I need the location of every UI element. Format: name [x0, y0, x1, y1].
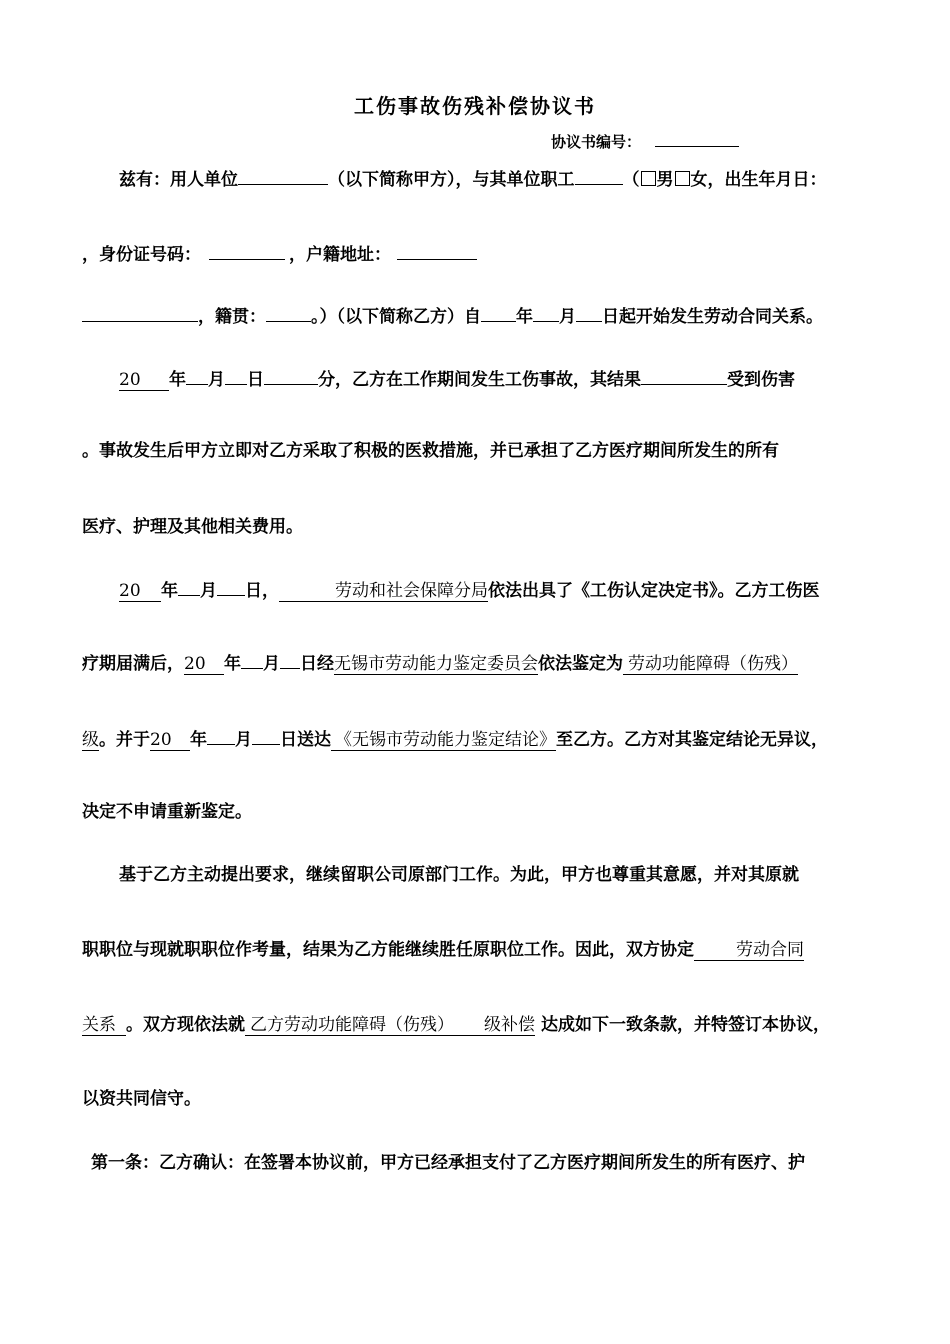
- intro-text: 兹有：用人单位: [119, 170, 238, 190]
- female-birth-label: 女，出生年月日：: [690, 170, 827, 190]
- delivery-month-label: 月: [235, 730, 252, 750]
- delivery-text: 至乙方。乙方对其鉴定结论无异议，: [556, 730, 828, 750]
- appraisal-year-label: 年: [224, 654, 241, 674]
- address-label: ，户籍地址：: [289, 245, 391, 265]
- employer-blank: [238, 166, 328, 185]
- male-checkbox: [641, 171, 656, 186]
- id-label: ，身份证号码：: [82, 245, 201, 265]
- delivery-intro: 。并于: [99, 730, 150, 750]
- injury-text: 受到伤害: [727, 370, 795, 390]
- accident-day-label: 日: [247, 370, 264, 390]
- compensation-intro: 。双方现依法就: [126, 1015, 245, 1035]
- appraisal-text: 依法鉴定为: [538, 654, 623, 674]
- delivery-day-label: 日送达: [280, 730, 331, 750]
- parties-line-1: [119, 166, 827, 192]
- parties-line-2: [82, 241, 477, 267]
- appraisal-year-20: 20: [184, 654, 224, 675]
- contract-month-label: 月: [559, 307, 576, 327]
- native-place-label: ，籍贯：: [198, 307, 266, 327]
- address-blank: [397, 241, 477, 260]
- accident-year-label: 年: [169, 370, 186, 390]
- delivery-year-label: 年: [190, 730, 207, 750]
- contract-day-blank: [576, 303, 602, 322]
- appraisal-conclusion-doc: 《无锡市劳动能力鉴定结论》: [331, 730, 556, 751]
- native-place-blank: [266, 303, 311, 322]
- employee-blank: [575, 166, 623, 185]
- disability-level: 级: [82, 730, 99, 750]
- accident-year-20: 20: [119, 370, 169, 391]
- appraisal-month-label: 月: [263, 654, 280, 674]
- recognition-text: 依法出具了《工伤认定决定书》。乙方工伤医: [488, 581, 820, 601]
- compensation-subject-b: 级补偿: [484, 1015, 535, 1035]
- retention-line-2: [82, 938, 804, 962]
- accident-month-blank: [186, 366, 208, 385]
- retention-line-4: 以资共同信守。: [82, 1089, 201, 1109]
- recognition-year-label: 年: [161, 581, 178, 601]
- recognition-year-20: 20: [119, 581, 161, 602]
- appraisal-day-label: 日经: [300, 654, 334, 674]
- contract-month-blank: [533, 303, 559, 322]
- appraisal-month-blank: [241, 650, 263, 669]
- retention-text: 职职位与现就职职位作考量，结果为乙方能继续胜任原职位工作。因此，双方协定: [82, 940, 694, 960]
- retention-line-3: [82, 1013, 830, 1037]
- contract-year-label: 年: [516, 307, 533, 327]
- recognition-day-label: 日，: [245, 581, 279, 601]
- contract-start-text: 日起开始发生劳动合同关系。: [602, 307, 823, 327]
- compensation-text: 达成如下一致条款，并特签订本协议，: [541, 1015, 830, 1035]
- accident-line-2: 。事故发生后甲方立即对乙方采取了积极的医救措施，并已承担了乙方医疗期间所发生的所有: [82, 441, 779, 461]
- recognition-line-1: [119, 577, 820, 603]
- agreement-number-label: 协议书编号：: [551, 133, 642, 151]
- contract-year-blank: [481, 303, 516, 322]
- appraisal-line-1: [82, 650, 798, 676]
- delivery-day-blank: [252, 726, 280, 745]
- party-b-desc: 。）（以下简称乙方）自: [311, 307, 481, 327]
- article-1: 第一条：乙方确认：在签署本协议前，甲方已经承担支付了乙方医疗期间所发生的所有医疗、护: [91, 1153, 805, 1173]
- compensation-subject-a: 乙方劳动功能障碍（伤残）: [250, 1015, 454, 1035]
- employer-desc: （以下简称甲方），与其单位职工: [328, 170, 575, 190]
- appraisal-line-3: 决定不申请重新鉴定。: [82, 802, 252, 822]
- delivery-year-20: 20: [150, 730, 190, 751]
- accident-line-3: 医疗、护理及其他相关费用。: [82, 517, 303, 537]
- appraisal-intro: 疗期届满后，: [82, 654, 184, 674]
- accident-line-1: [119, 366, 795, 392]
- accident-time-blank: [264, 366, 318, 385]
- recognition-month-label: 月: [200, 581, 217, 601]
- compensation-subject: [245, 1015, 535, 1036]
- agreement-number-blank: [655, 128, 739, 147]
- labor-bureau: 劳动和社会保障分局: [279, 581, 488, 602]
- retention-line-1: 基于乙方主动提出要求，继续留职公司原部门工作。为此，甲方也尊重其意愿，并对其原就: [119, 865, 799, 885]
- appraisal-line-2: [82, 726, 828, 752]
- disability-type: 劳动功能障碍（伤残）: [623, 654, 798, 675]
- parties-line-3: [82, 303, 823, 329]
- appraisal-day-blank: [280, 650, 300, 669]
- delivery-month-blank: [207, 726, 235, 745]
- accident-desc: 分，乙方在工作期间发生工伤事故，其结果: [318, 370, 641, 390]
- agreement-number-row: [551, 128, 739, 154]
- document-title: 工伤事故伤残补偿协议书: [354, 94, 596, 118]
- accident-month-label: 月: [208, 370, 225, 390]
- accident-day-blank: [225, 366, 247, 385]
- agreed-contract: 劳动合同: [694, 940, 804, 961]
- male-label: 男: [656, 170, 674, 190]
- address-cont-blank: [82, 303, 198, 322]
- recognition-day-blank: [217, 577, 245, 596]
- female-checkbox: [675, 171, 690, 186]
- agreed-relation: 关系: [82, 1015, 126, 1036]
- gender-open: （: [622, 170, 640, 190]
- recognition-month-blank: [178, 577, 200, 596]
- injury-result-blank: [641, 366, 727, 385]
- appraisal-committee: 无锡市劳动能力鉴定委员会: [334, 654, 538, 674]
- id-blank: [209, 241, 285, 260]
